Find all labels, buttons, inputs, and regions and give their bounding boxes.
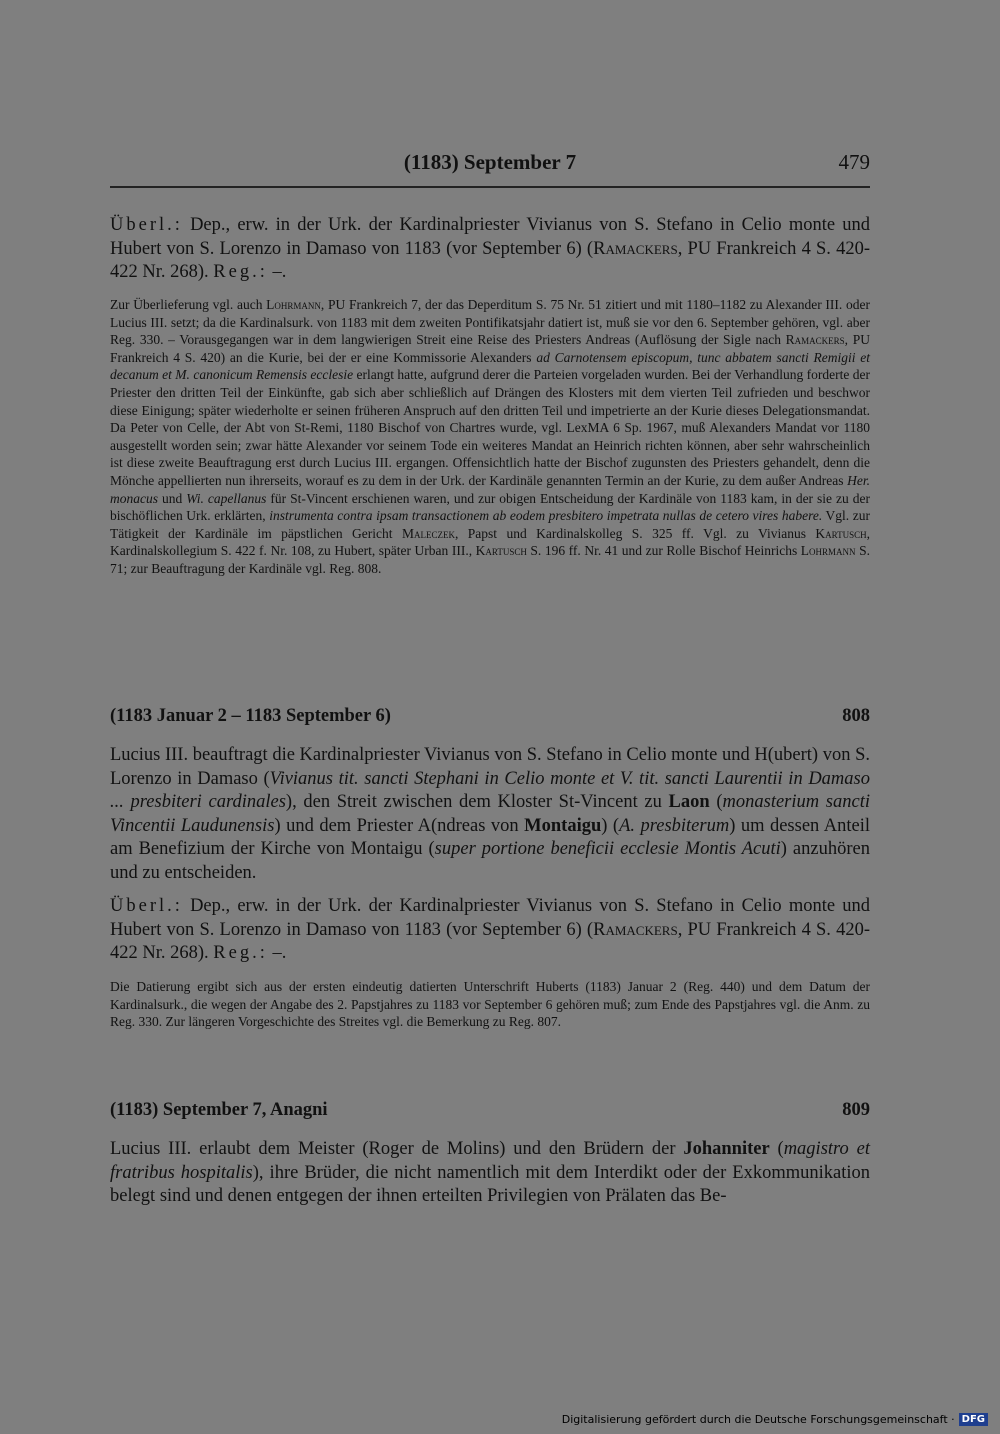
regest-number: 808 [842, 706, 870, 726]
reg-value: –. [267, 943, 287, 963]
note-text: S. 196 ff. Nr. 41 und zur Rolle Bischof Heinrichs [526, 543, 801, 559]
place-name: Laon [668, 792, 710, 812]
header-rule [110, 186, 870, 188]
note-text: für St-Vincent erschienen waren, und zur obigen Entscheidung der Kardinäle von 1183 kam, in der sie zu der bischöflichen Urk. erklärten, [110, 490, 871, 524]
regest-date: (1183 Januar 2 – 1183 September 6) [110, 706, 391, 726]
regest-808-body [110, 744, 870, 885]
funding-footer [562, 1413, 988, 1426]
overl-label: Überl.: [110, 215, 183, 235]
regest-latin: monasterium sancti Vincentii Laudunensis [110, 792, 870, 836]
regest-latin: Vivianus tit. sancti Stephani in Celio monte et V. tit. sancti Laurentii in Damaso ... presbiteri cardinales [110, 768, 870, 812]
regest-808-text [110, 744, 870, 885]
page-header [110, 150, 870, 190]
overl-author: Ramackers [593, 919, 678, 940]
regest-date: (1183) September 7, Anagni [110, 1100, 328, 1120]
regest-808-transmission [110, 895, 870, 966]
running-title: (1183) September 7 [403, 150, 577, 174]
reg-label: Reg.: [213, 262, 268, 282]
overl-text: Dep., erw. in der Urk. der Kardinalpriester Vivianus von S. Stefano in Celio monte und Hubert von S. Lorenzo in Damaso von 1183 (vor September 6) ( [110, 896, 870, 940]
regest-808-note [110, 978, 870, 1031]
note-author: Maleczek [401, 525, 455, 541]
regest-text: ) anzuhören und zu entscheiden. [110, 839, 870, 883]
note-latin: Wi. capellanus [186, 490, 267, 506]
note-text: und [158, 490, 187, 506]
regest-heading-808 [110, 706, 870, 732]
overl-text: Dep., erw. in der Urk. der Kardinalpriester Vivianus von S. Stefano in Celio monte und Hubert von S. Lorenzo in Damaso von 1183 (vor September 6) ( [110, 215, 870, 259]
overl-tail: , PU Frankreich 4 S. 420-422 Nr. 268). [110, 238, 871, 282]
regest-latin: magistro et fratribus hospitalis [110, 1139, 870, 1183]
note-text: Vgl. zur Tätigkeit der Kardinäle im päpstlichen Gericht [110, 508, 870, 541]
regest-text: ) und dem Priester A(ndreas von [274, 815, 525, 836]
note-text: erlangt hatte, aufgrund derer die Parteien vorgeladen wurden. Bei der Verhandlung forderte der Priester den dritten Teil der Einkünfte, gab sich aber schließlich auf Drängen des Klosters mit dem vierten Teil zufrieden und beschwor diese Einigung; später wiederholte er seinen früheren Anspruch auf den dritten Teil und impetrierte an der Kurie dieses Delegationsmandat. Da Peter von Celle, der Abt von St-Remi, 1180 Bischof von Chartres wurde, vgl. LexMA 6 Sp. 1967, muß Alexanders Mandat vor 1180 ausgestellt worden sein; zwar hätte Alexander vor seinem Tode ein weiteres Mandat an Heinrich richten können, aber sehr wahrscheinlich ist diese zweite Beauftragung erst durch Lucius III. ergangen. Offensichtlich hatte der Bischof zugunsten des Priesters gehandelt, denn die Mönche appellierten nun ihrerseits, worauf es zu dem in der Urk. der Kardinäle genannten Termin an der Kurie, zu dem außer Andreas [110, 367, 870, 488]
regest-heading-809 [110, 1100, 870, 1126]
commentary-paragraph [110, 296, 870, 578]
regest-text: ) um dessen Anteil am Benefizium der Kirche von Montaigu ( [110, 815, 870, 859]
regest-text: ( [769, 1139, 784, 1159]
regest-text: Lucius III. erlaubt dem Meister (Roger de Molins) und den Brüdern der [110, 1139, 684, 1159]
regest-809-text [110, 1138, 870, 1209]
note-latin: instrumenta contra ipsam transactionem ab eodem presbitero impetrata nullas de cetero vires habere. [269, 508, 823, 524]
note-text: , Kardinalskollegium S. 422 f. Nr. 108, zu Hubert, später Urban III., [110, 525, 870, 559]
reg-value: –. [267, 262, 287, 282]
regest-text: ), den Streit zwischen dem Kloster St-Vincent zu [285, 792, 669, 812]
place-name: Montaigu [524, 815, 602, 836]
page-number: 479 [838, 150, 870, 174]
note-text: Zur Überlieferung vgl. auch [110, 297, 267, 312]
note-author: Kartusch [475, 543, 527, 559]
regest-text: ), ihre Brüder, die nicht namentlich mit dem Interdikt oder der Exkommunikation belegt sind und denen entgegen der ihnen erteilten Privilegien von Prälaten das Be- [110, 1162, 870, 1206]
note-author: Ramackers [785, 332, 845, 348]
overl-tail: , PU Frankreich 4 S. 420-422 Nr. 268). [110, 919, 871, 963]
reg-label: Reg.: [213, 943, 268, 963]
note-author: Lohrmann [800, 543, 856, 559]
commentary-block [110, 296, 870, 578]
note-latin: Her. monacus [110, 472, 870, 506]
regest-text: ) ( [601, 815, 620, 836]
regest-latin: A. presbiterum [619, 815, 730, 836]
overl-label: Überl.: [110, 896, 183, 916]
note-text: S. 71; zur Beauftragung der Kardinäle vgl. Reg. 808. [110, 543, 870, 576]
regest-808-transmission-paragraph [110, 895, 870, 966]
overl-author: Ramackers [593, 238, 678, 259]
note-text: , PU Frankreich 7, der das Deperditum S. 75 Nr. 51 zitiert und mit 1180–1182 zu Alexander III. oder Lucius III. setzt; da die Kardinalsurk. von 1183 mit dem zweiten Pontifikatsjahr datiert ist, muß sie vor den 6. September gehören, vgl. aber Reg. 330. – Vorausgegangen war in dem langwierigen Streit eine Reise des Priesters Andreas (Auflösung der Sigle nach [110, 297, 870, 348]
dfg-logo-icon: DFG [959, 1413, 988, 1426]
footer-text: Digitalisierung gefördert durch die Deutsche Forschungsgemeinschaft · [561, 1413, 955, 1426]
regest-809-body [110, 1138, 870, 1209]
order-name: Johanniter [683, 1139, 770, 1159]
regest-808-note-paragraph: Die Datierung ergibt sich aus der ersten eindeutig datierten Unterschrift Huberts (1183) Januar 2 (Reg. 440) und dem Datum der Kardinalsurk., die wegen der Angabe des 2. Papstjahres zu 1183 vor September 6 gehören muß; zum Ende des Papstjahres vgl. die Anm. zu Reg. 330. Zur längeren Vorgeschichte des Streites vgl. die Bemerkung zu Reg. 807. [110, 979, 870, 1030]
note-author: Kartusch [815, 525, 867, 541]
regest-text: ( [709, 792, 723, 812]
regest-number: 809 [842, 1100, 870, 1120]
top-transmission-paragraph [110, 214, 870, 285]
note-text: , PU Frankreich 4 S. 420) an die Kurie, bei der er eine Kommissorie Alexanders [110, 332, 870, 365]
note-latin: ad Carnotensem episcopum, tunc abbatem sancti Remigii et decanum et M. canonicum Remensis ecclesie [110, 349, 870, 383]
regest-text: Lucius III. beauftragt die Kardinalpriester Vivianus von S. Stefano in Celio monte und H(ubert) von S. Lorenzo in Damaso ( [110, 745, 870, 789]
regest-latin: super portione beneficii ecclesie Montis Acuti [434, 839, 781, 859]
note-author: Lohrmann [266, 297, 321, 312]
note-text: , Papst und Kardinalskolleg S. 325 ff. Vgl. zu Vivianus [454, 525, 816, 541]
top-transmission-block [110, 214, 870, 285]
